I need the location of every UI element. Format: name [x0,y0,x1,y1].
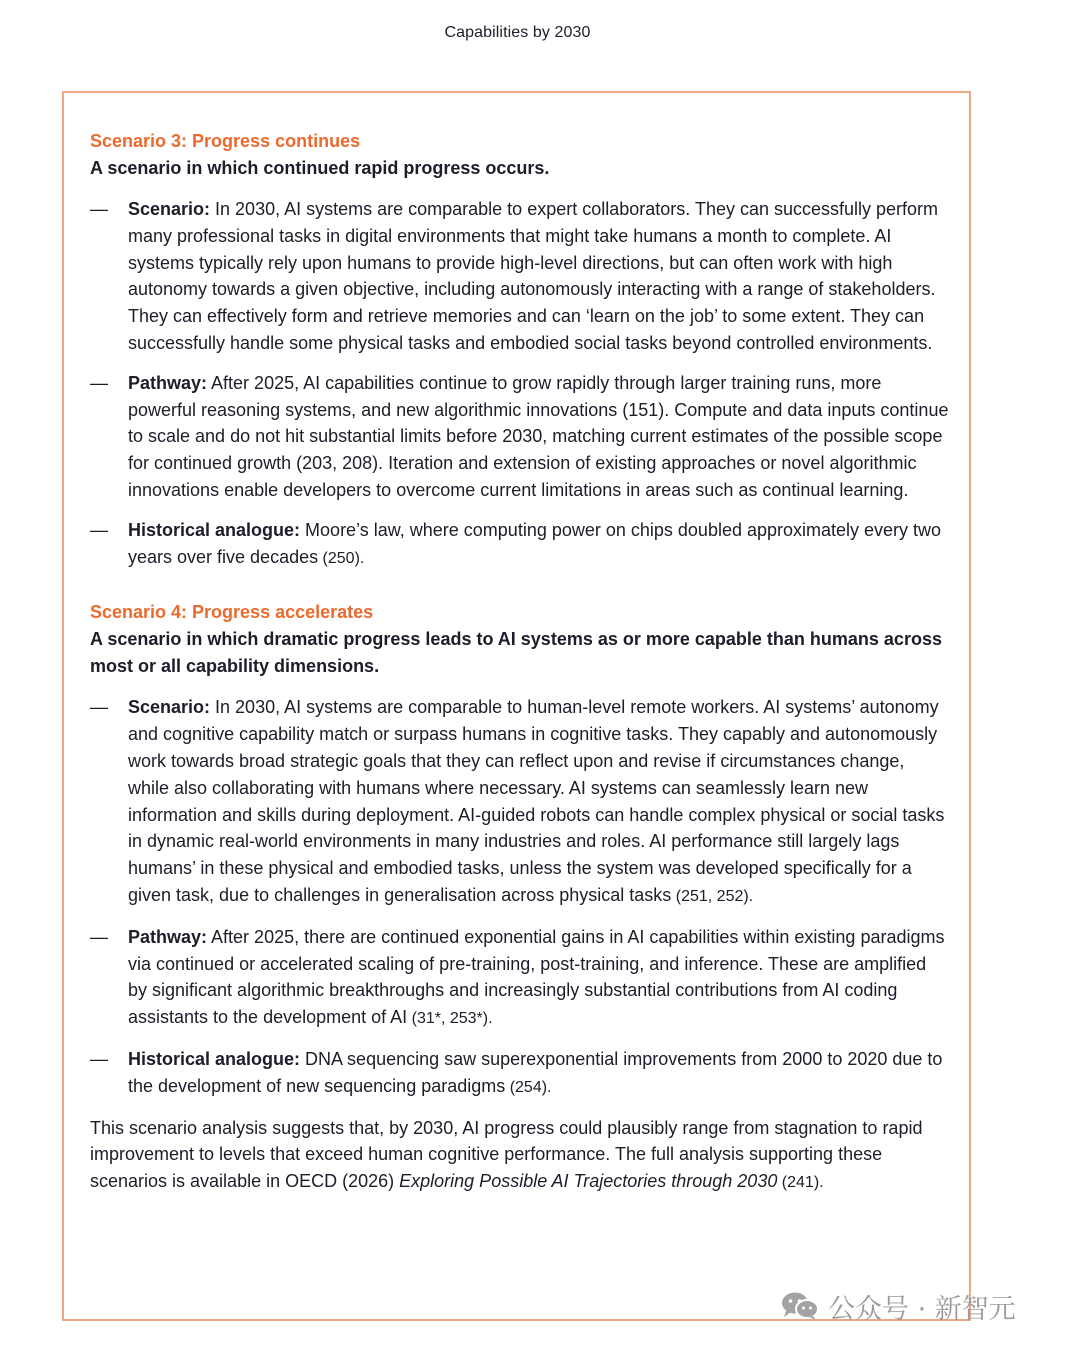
scenario3-bullets [90,196,950,572]
scenario-content [90,128,950,1197]
closing-reference: (241). [777,1174,824,1192]
bullet-text: DNA sequencing saw superexponential improvements from 2000 to 2020 due to the development of new sequencing paradigms [128,1048,943,1096]
bullet-reference: (254). [505,1078,552,1096]
closing-paragraph [90,1115,950,1197]
dash-bullet-icon: — [90,926,108,947]
scenario3-summary: A scenario in which continued rapid progress occurs. [90,158,550,178]
bullet-reference: (250). [318,549,365,567]
bullet-term: Pathway: [128,926,208,947]
dash-bullet-icon: — [90,199,108,219]
page-title: Capabilities by 2030 [444,24,591,41]
bullet-term: Scenario: [128,697,211,718]
closing-text: This scenario analysis suggests that, by 2030, AI progress could plausibly range from stagnation to rapid improvement to levels that exceed human cognitive performance. The full analysis supporting these scenarios is available in OECD (2026) [90,1117,923,1192]
list-item [90,517,950,573]
scenario4-label: Scenario 4: Progress accelerates [90,602,374,623]
list-item [90,196,950,357]
bullet-term: Historical analogue: [128,519,301,540]
bullet-reference: (31*, 253*). [407,1010,493,1028]
bullet-term: Pathway: [128,372,208,393]
bullet-text: After 2025, AI capabilities continue to grow rapidly through larger training runs, more powerful reasoning systems, and new algorithmic innovations (151). Compute and data inputs continue to scale and do not hit substantial limits before 2030, matching current estimates of the possible scope for continued growth (203, 208). Iteration and extension of existing approaches or novel algorithmic innovations enable developers to overcome current limitations in areas such as continual learning. [128,372,949,500]
bullet-text: Moore’s law, where computing power on chips doubled approximately every two years over five decades [128,519,942,567]
dash-bullet-icon: — [90,1048,108,1069]
scenario4-summary: A scenario in which dramatic progress leads to AI systems as or more capable than humans across most or all capability dimensions. [90,629,942,677]
scenario3-label: Scenario 3: Progress continues [90,131,361,151]
dash-bullet-icon: — [90,372,108,393]
bullet-text: In 2030, AI systems are comparable to human-level remote workers. AI systems’ autonomy and cognitive capability match or surpass humans in cognitive tasks. They capably and autonomously work towards broad strategic goals that they can reflect upon and revise if circumstances change, while also collaborating with humans where necessary. AI systems can seamlessly learn new information and skills during deployment. AI-guided robots can handle complex physical or social tasks in dynamic real-world environments in many industries and roles. AI performance still largely lags humans’ in these physical and embodied tasks, unless the system was developed specifically for a given task, due to challenges in generalisation across physical tasks [128,697,945,905]
report-title: Exploring Possible AI Trajectories through 2030 [399,1171,778,1192]
bullet-term: Historical analogue: [128,1048,301,1069]
list-item [90,370,950,504]
list-item [90,1046,950,1102]
list-item [90,924,950,1033]
wechat-icon [780,1291,820,1321]
watermark [780,1288,1016,1324]
bullet-term: Scenario: [128,199,211,219]
list-item [90,694,950,910]
bullet-text: After 2025, there are continued exponential gains in AI capabilities within existing paradigms via continued or accelerated scaling of pre-training, post-training, and inference. These are amplified by significant algorithmic breakthroughs and increasingly substantial contributions from AI coding assistants to the development of AI [128,926,945,1028]
dash-bullet-icon: — [90,697,108,718]
watermark-text: 公众号 · 新智元 [828,1293,1016,1325]
scenario4-bullets [90,694,950,1101]
bullet-text: In 2030, AI systems are comparable to expert collaborators. They can successfully perform many professional tasks in digital environments that might take humans a month to complete. AI systems typically rely upon humans to provide high-level directions, but can often work with high autonomy towards a given objective, including autonomously interacting with a range of stakeholders. They can effectively form and retrieve memories and can ‘learn on the job’ to some extent. They can successfully handle some physical tasks and embodied social tasks beyond controlled environments. [128,199,939,353]
dash-bullet-icon: — [90,519,108,540]
bullet-reference: (251, 252). [671,887,754,905]
